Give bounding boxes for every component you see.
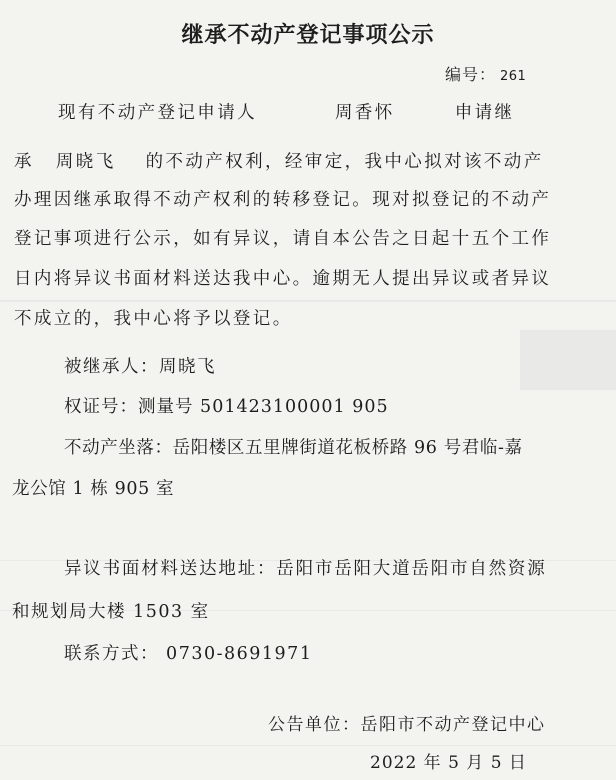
- para1-line1-prefix: 现有不动产登记申请人: [58, 103, 257, 123]
- objection-address-line1: 异议书面材料送达地址：岳阳市岳阳大道岳阳市自然资源: [64, 559, 547, 579]
- contact-line: 联系方式： 0730-8691971: [64, 644, 313, 664]
- para1-line5: 日内将异议书面材料送达我中心。逾期无人提出异议或者异议: [14, 269, 552, 289]
- location-line2: 龙公馆 1 栋 905 室: [12, 479, 175, 499]
- paper-texture: [0, 745, 616, 746]
- para1-line2-suffix: 的不动产权利，经审定，我中心拟对该不动产: [145, 152, 544, 172]
- doc-number-value: 261: [500, 69, 527, 84]
- paper-texture: [520, 330, 616, 390]
- doc-number: [445, 62, 526, 85]
- para1-line3: 办理因继承取得不动产权利的转移登记。现对拟登记的不动产: [14, 190, 552, 210]
- para1-line4: 登记事项进行公示，如有异议，请自本公告之日起十五个工作: [14, 229, 552, 249]
- inheritee-line: 被继承人：周晓飞: [64, 357, 216, 377]
- location-line1: 不动产坐落：岳阳楼区五里牌街道花板桥路 96 号君临-嘉: [64, 438, 523, 458]
- issuer-line: 公告单位：岳阳市不动产登记中心: [268, 715, 546, 735]
- para1-line1: [58, 99, 514, 124]
- objection-address-line2: 和规划局大楼 1503 室: [12, 602, 210, 622]
- applicant-name: 周香怀: [335, 103, 395, 123]
- para1-line2-prefix: 承: [14, 152, 34, 172]
- decedent-name: 周晓飞: [55, 152, 116, 172]
- paper-texture: [0, 300, 616, 302]
- notice-title: 继承不动产登记事项公示: [181, 23, 435, 48]
- notice-date: 2022 年 5 月 5 日: [370, 753, 527, 773]
- doc-number-label: 编号：: [445, 65, 497, 84]
- para1-line1-suffix: 申请继: [454, 103, 515, 123]
- certificate-line: 权证号：测量号 501423100001 905: [64, 397, 389, 417]
- para1-line2: [14, 148, 544, 173]
- para1-line6: 不成立的，我中心将予以登记。: [14, 309, 293, 329]
